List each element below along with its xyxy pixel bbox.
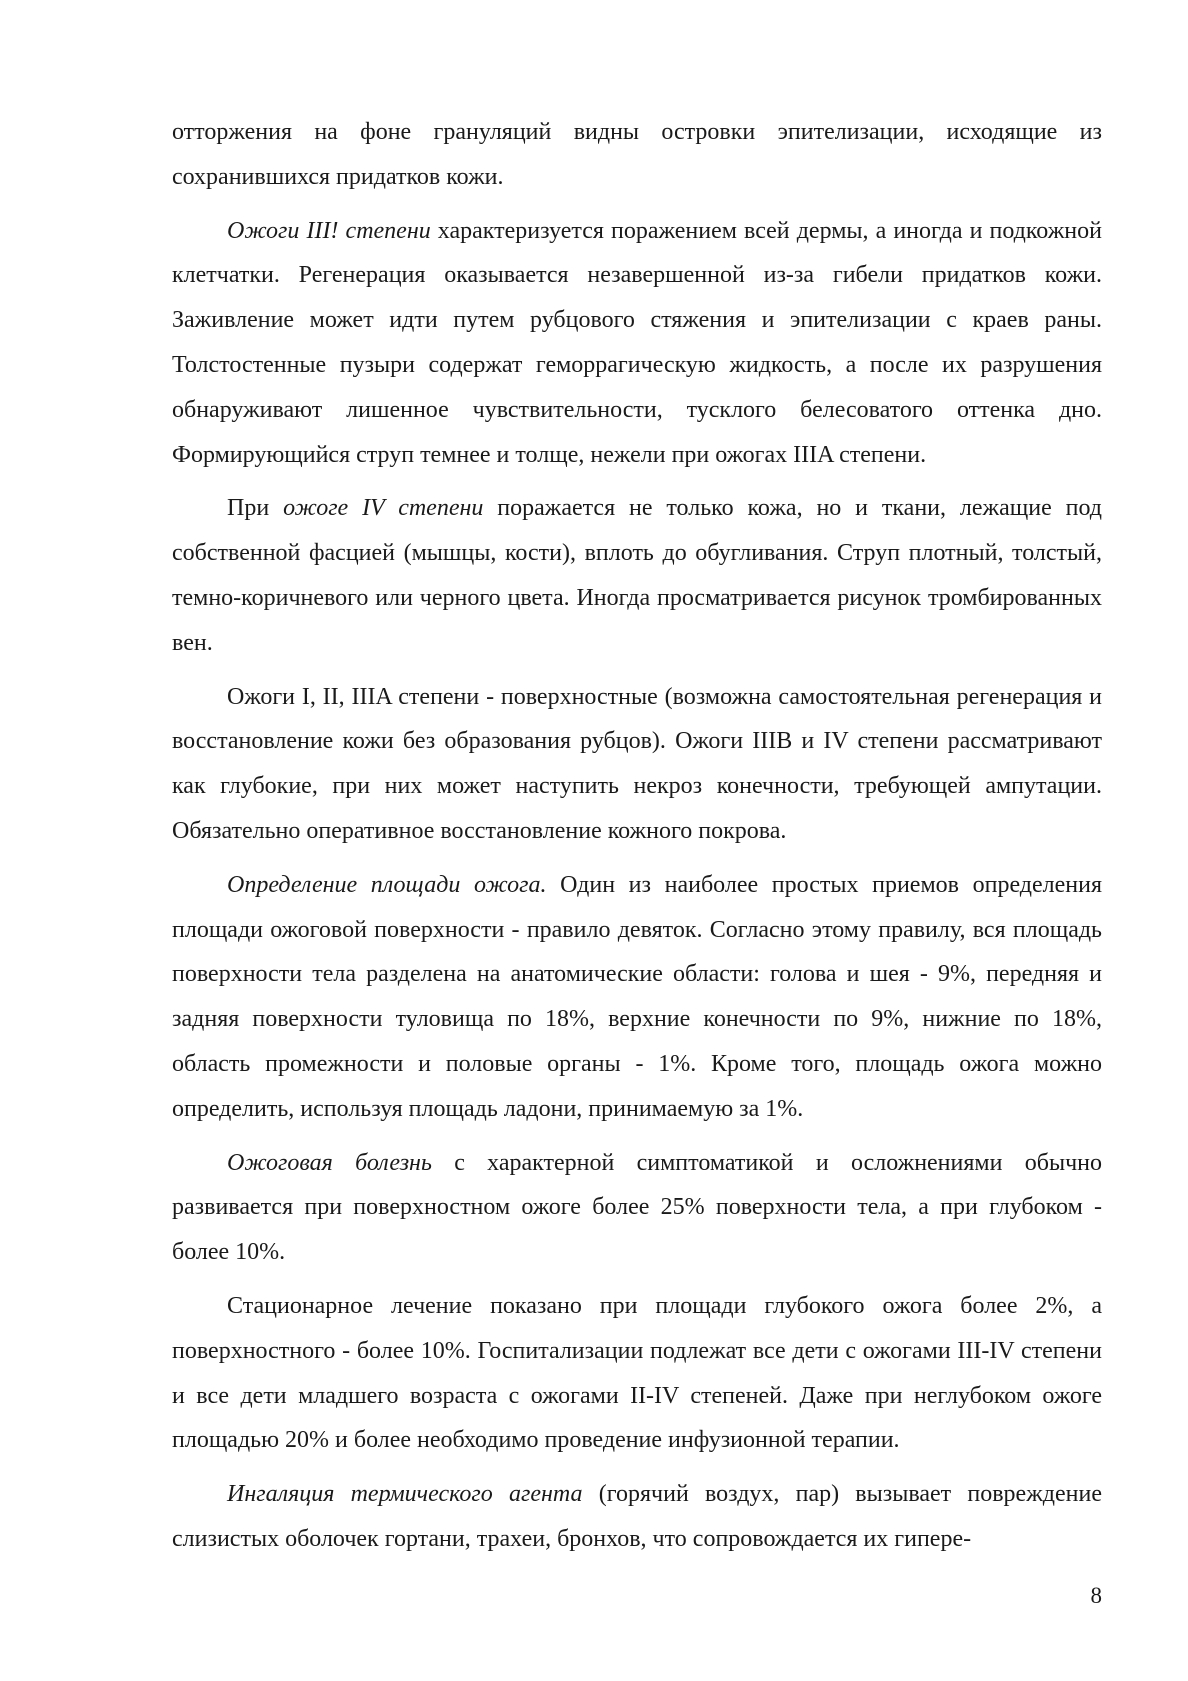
paragraph [172,675,1102,854]
italic-term: Ингаляция термического агента [227,1481,583,1508]
paragraph [172,486,1102,665]
paragraph-text: отторжения на фоне грануляций видны островки эпителизации, исходящие из сохранившихся придатков кожи. [172,119,1102,190]
paragraph-text: Ожоги I, II, IIIA степени - поверхностные (возможна самостоятельная регенерация и восстановление кожи без образования рубцов). Ожоги IIIB и IV степени рассматривают как глубокие, при них может наступить некроз конечности, требующей ампутации. Обязательно оперативное восстановление кожного покрова. [172,683,1102,844]
paragraph [172,209,1102,478]
paragraph-text: поражается не только кожа, но и ткани, лежащие под собственной фасцией (мышцы, кости), вплоть до обугливания. Струп плотный, толстый, темно-коричневого или черного цвета. Иногда просматривается рисунок тромбированных вен. [172,495,1102,656]
paragraph-text: характеризуется поражением всей дермы, а иногда и подкожной клетчатки. Регенерация оказывается незавершенной из-за гибели придатков кожи. Заживление может идти путем рубцового стяжения и эпителизации с краев раны. Толстостенные пузыри содержат геморрагическую жидкость, а после их разрушения обнаруживают лишенное чувствительности, тусклого белесоватого оттенка дно. Формирующийся струп темнее и толще, нежели при ожогах IIIA степени. [172,217,1102,468]
document-body [172,110,1102,1571]
italic-term: Ожоговая болезнь [227,1149,432,1176]
paragraph-text: Один из наиболее простых приемов определения площади ожоговой поверхности - правило девяток. Согласно этому правилу, вся площадь поверхности тела разделена на анатомические области: голова и шея - 9%, передняя и задняя поверхности туловища по 18%, верхние конечности по 9%, нижние по 18%, область промежности и половые органы - 1%. Кроме того, площадь ожога можно определить, используя площадь ладони, принимаемую за 1%. [172,871,1102,1122]
paragraph [172,1141,1102,1275]
paragraph-text: (горячий воздух, пар) вызывает повреждение слизистых оболочек гортани, трахеи, бронхов, что сопровождается их гипере- [172,1481,1102,1552]
italic-term: Ожоги III! степени [227,217,431,244]
paragraph [172,863,1102,1132]
paragraph-text: с характерной симптоматикой и осложнениями обычно развивается при поверхностном ожоге более 25% поверхности тела, а при глубоком - более 10%. [172,1149,1102,1266]
italic-term: ожоге IV степени [283,495,484,522]
paragraph [172,1472,1102,1562]
paragraph [172,110,1102,200]
paragraph [172,1284,1102,1463]
paragraph-text: Стационарное лечение показано при площади глубокого ожога более 2%, а поверхностного - более 10%. Госпитализации подлежат все дети с ожогами III-IV степени и все дети младшего возраста с ожогами II-IV степеней. Даже при неглубоком ожоге площадью 20% и более необходимо проведение инфузионной терапии. [172,1292,1102,1454]
page-number: 8 [1090,1583,1102,1608]
paragraph-text: При [227,495,284,522]
italic-term: Определение площади ожога. [227,871,547,898]
